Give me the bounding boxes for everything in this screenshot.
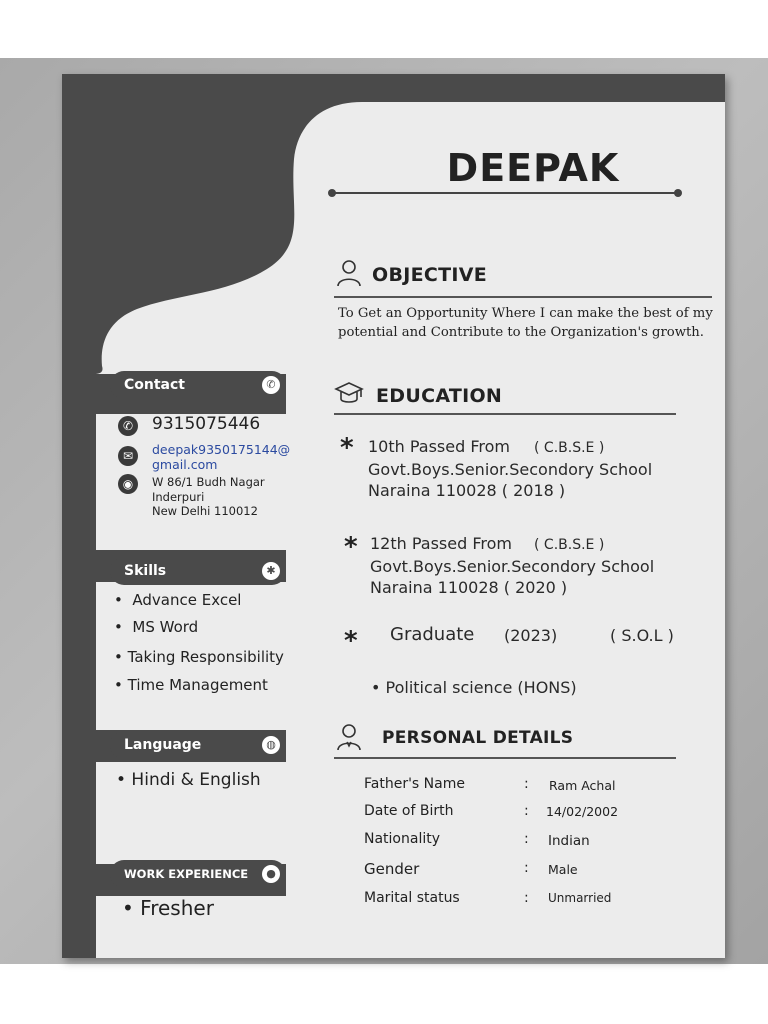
table-row: [364, 831, 694, 860]
education-item-10th: [368, 436, 652, 501]
bullet: •: [114, 591, 123, 609]
detail-label: Marital status: [364, 890, 460, 906]
objective-heading: OBJECTIVE: [372, 264, 488, 286]
user-icon: [334, 258, 364, 288]
graduate-board: ( S.O.L ): [610, 626, 674, 645]
detail-value: Unmarried: [548, 891, 612, 905]
phone-icon: ✆: [118, 416, 138, 436]
user-icon: [334, 722, 364, 752]
work-text: • Fresher: [122, 896, 214, 920]
detail-colon: :: [524, 831, 529, 847]
detail-label: Father's Name: [364, 776, 465, 792]
candidate-name: DEEPAK: [446, 146, 620, 190]
list-item: [114, 618, 284, 648]
globe-icon: ◍: [262, 736, 280, 754]
detail-colon: :: [524, 776, 529, 792]
bullet: •: [114, 676, 123, 694]
skills-heading: Skills: [124, 563, 167, 579]
email-line-2: gmail.com: [152, 457, 218, 472]
language-heading: Language: [124, 737, 202, 753]
education-title: 10th Passed From: [368, 437, 510, 456]
detail-label: Nationality: [364, 831, 441, 847]
detail-value: Male: [548, 862, 578, 877]
name-divider: [330, 192, 680, 194]
objective-rule: [334, 296, 712, 298]
education-place-year: Naraina 110028 ( 2020 ): [370, 578, 568, 597]
education-place-year: Naraina 110028 ( 2018 ): [368, 481, 566, 500]
bullet: •: [114, 648, 123, 666]
table-row: [364, 776, 694, 803]
skills-header: [110, 557, 286, 585]
detail-colon: :: [524, 890, 529, 906]
language-text: • Hindi & English: [116, 770, 261, 790]
list-item: [114, 591, 284, 618]
objective-text: To Get an Opportunity Where I can make the best of my potential and Contribute to the Organization's growth.: [338, 306, 713, 340]
personal-details-table: [364, 776, 694, 918]
table-row: [364, 803, 694, 831]
detail-colon: :: [524, 860, 529, 876]
skill-item: MS Word: [132, 618, 199, 636]
divider-dot-right: [674, 189, 682, 197]
detail-colon: :: [524, 803, 529, 819]
list-item: [114, 648, 284, 676]
skill-item: Time Management: [127, 676, 268, 694]
education-board: ( C.B.S.E ): [534, 440, 605, 456]
list-item: [114, 676, 284, 704]
table-row: [364, 890, 694, 918]
education-school: Govt.Boys.Senior.Secondory School: [368, 460, 653, 479]
bullet-star: *: [340, 433, 354, 463]
person-icon: ●: [262, 865, 280, 883]
language-header: [110, 731, 286, 759]
resume-sheet: [62, 74, 725, 958]
skill-item: Advance Excel: [132, 591, 242, 609]
bullet-star: *: [344, 532, 358, 562]
address-line-1: W 86/1 Budh Nagar: [152, 475, 265, 489]
skill-item: Taking Responsibility: [127, 648, 284, 666]
education-rule: [334, 413, 676, 415]
table-row: [364, 860, 694, 890]
education-item-12th: [370, 533, 654, 598]
graduate-subject: • Political science (HONS): [371, 678, 577, 697]
email-icon: ✉: [118, 446, 138, 466]
detail-value: Indian: [548, 833, 590, 849]
education-school: Govt.Boys.Senior.Secondory School: [370, 557, 655, 576]
location-icon: ◉: [118, 474, 138, 494]
detail-label: Gender: [364, 860, 420, 878]
bullet: •: [114, 618, 123, 636]
divider-dot-left: [328, 189, 336, 197]
address: [152, 475, 265, 519]
address-line-3: New Delhi 110012: [152, 504, 258, 518]
skills-list: [114, 591, 284, 704]
address-line-2: Inderpuri: [152, 489, 205, 504]
phone-icon: ✆: [262, 376, 280, 394]
contact-header: [110, 371, 286, 399]
education-board: ( C.B.S.E ): [534, 537, 605, 553]
phone-number: 9315075446: [152, 414, 261, 434]
bullet-star: *: [344, 626, 358, 656]
detail-value: Ram Achal: [549, 778, 616, 793]
email-address[interactable]: [152, 442, 290, 472]
contact-heading: Contact: [124, 377, 185, 393]
work-heading: WORK EXPERIENCE: [124, 867, 249, 881]
detail-label: Date of Birth: [364, 803, 454, 819]
graduation-cap-icon: [334, 379, 364, 409]
detail-value: 14/02/2002: [546, 804, 619, 819]
skills-icon: ✱: [262, 562, 280, 580]
graduate-title: Graduate: [390, 624, 475, 645]
email-line-1: deepak9350175144@: [152, 442, 291, 457]
education-title: 12th Passed From: [370, 534, 512, 553]
personal-heading: PERSONAL DETAILS: [382, 728, 574, 748]
personal-rule: [334, 757, 676, 759]
graduate-year: (2023): [504, 626, 558, 645]
work-header: [110, 860, 286, 888]
education-heading: EDUCATION: [376, 385, 503, 407]
